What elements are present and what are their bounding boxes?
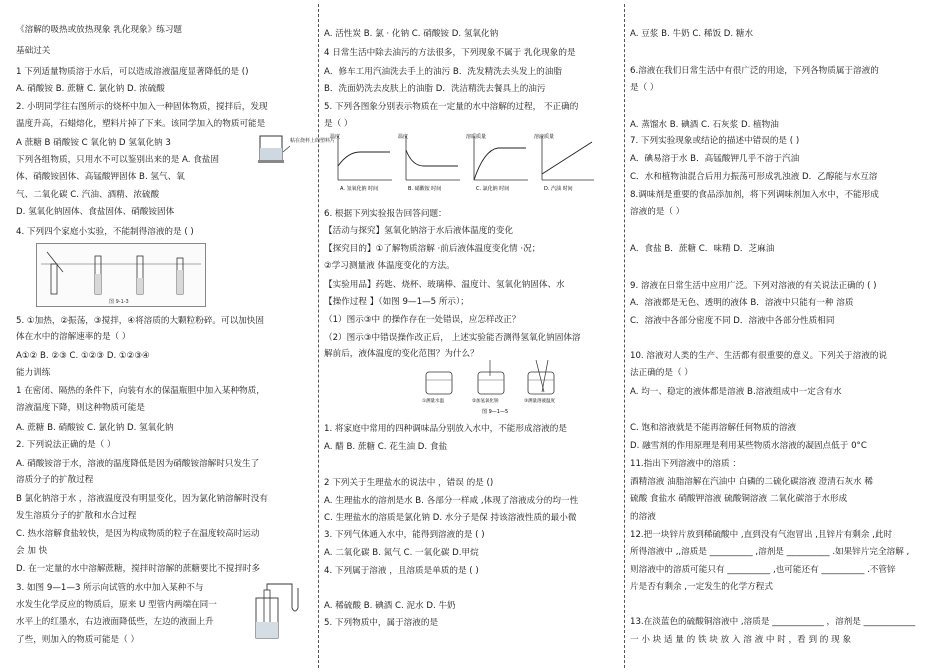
procedure-step-1: ①测量水温 xyxy=(422,399,445,404)
text-line: 1 在密闭、隔热的条件下，向装有水的保温瓶胆中加入某种物质， xyxy=(16,386,265,396)
text-line: A．碘易溶于水 B．高锰酸钾几乎不溶于汽油 xyxy=(630,154,800,164)
text-line: A. 生理盐水的溶剂是水 B. 各部分一样咸 ,体现了溶液成分的均一性 xyxy=(324,496,579,506)
text-line: 《溶解的吸热或放热现象 乳化现象》练习题 xyxy=(16,25,183,35)
text-line: 下列各组物质，只用水不可以鉴别出来的是 A. 食盐固 xyxy=(16,155,219,165)
text-line: 4. 下列四个家庭小实验，不能制得溶液的是 ( ) xyxy=(16,227,194,237)
text-line: 体在水中的溶解速率的是（ ） xyxy=(16,332,131,342)
text-line: 体、硝酸铵固体、高锰酸钾固体 B. 氢气、氧 xyxy=(16,172,185,182)
procedure-step-2: ②加氢氧化钠 xyxy=(472,399,499,404)
text-line: 13.在淡蓝色的硫酸铜溶液中 ,溶质是 ____________ ，溶剂是 ____________ xyxy=(630,617,916,627)
text-line: 【实验用品】药匙、烧杯、玻璃棒、温度计、氢氧化钠固体、水 xyxy=(324,280,565,290)
experiment-caption: 图 9-1-3 xyxy=(109,299,129,305)
graph-b-xlabel: B. 硝酸铵 时间 xyxy=(408,186,442,192)
text-line: A. 稀硫酸 B. 碘酒 C. 泥水 D. 牛奶 xyxy=(324,601,456,611)
text-line: 5. 下列各图象分别表示物质在一定量的水中溶解的过程， 不正确的 xyxy=(324,102,579,112)
text-line: 1. 将家庭中常用的四种调味品分别放入水中，不能形成溶液的是 xyxy=(324,424,567,434)
column-divider xyxy=(318,4,319,668)
text-line: C．溶液中各部分密度不同 D．溶液中各部分性质相同 xyxy=(630,316,835,326)
text-line: 8.调味剂是重要的食品添加剂，将下列调味剂加入水中，不能形成 xyxy=(630,190,879,200)
text-line: A. 活性炭 B. 氯 · 化钠 C. 硝酸铵 D. 氢氧化钠 xyxy=(324,29,499,39)
graph-d-xlabel: D. 汽油 时间 xyxy=(544,186,573,192)
text-line: C．水和植物油混合后用力振荡可形成乳浊液 D．乙醇能与水互溶 xyxy=(630,172,878,182)
beaker-label: 粘在烧杯上的塑料片 xyxy=(290,138,336,144)
text-line: 5. 下列物质中，属于溶液的是 xyxy=(324,618,439,628)
text-line: 法正确的是（ ） xyxy=(630,368,693,378)
text-line: 6. 根据下列实验报告回答问题： xyxy=(324,209,447,219)
text-line: A. 硝酸铵 B. 蔗糖 C. 氯化钠 D. 浓硫酸 xyxy=(16,84,165,94)
graphs-figure xyxy=(330,130,596,194)
text-line: D. 融雪剂的作用原理是利用某些物质水溶液的凝固点低于 0°C xyxy=(630,441,867,451)
u-tube-figure xyxy=(252,578,312,644)
text-line: 的溶液 xyxy=(630,512,656,522)
text-line: C. 生理盐水的溶质是氯化钠 D. 水分子是保 持该溶液性质的最小微 xyxy=(324,513,577,523)
text-line: A. 蒸馏水 B. 碘酒 C. 石灰浆 D. 植物油 xyxy=(630,120,779,130)
text-line: 3. 如图 9—1—3 所示向试管的水中加入某种不与 xyxy=(16,583,204,593)
text-line: 2 下列关于生理盐水的说法中 ，错误 的是 () xyxy=(324,478,494,488)
text-line: 发生溶质分子的扩散和水合过程 xyxy=(16,511,137,521)
text-line: C. 热水溶解食盐较快，是因为构成物质的粒子在温度较高时运动 xyxy=(16,529,260,539)
procedure-step-3: ③测量溶液温度 xyxy=(524,399,556,404)
text-line: 4. 下列属于溶液 ，且溶质是单质的是 ( ) xyxy=(324,566,479,576)
text-line: 7. 下列实验现象或结论的描述中错误的是 ( ) xyxy=(630,136,800,146)
text-line: A. 豆浆 B. 牛奶 C. 稀饭 D. 糖水 xyxy=(630,29,754,39)
text-line: D. 在一定量的水中溶解蔗糖，搅拌时溶解的蔗糖要比不搅拌时多 xyxy=(16,564,261,574)
text-line: 溶质分子的扩散过程 xyxy=(16,475,94,485)
text-line: 是（ ） xyxy=(630,83,659,93)
text-line: C. 饱和溶液就是不能再溶解任何物质的溶液 xyxy=(630,423,797,433)
text-line: A. 醋 B. 蔗糖 C. 花生油 D. 食盐 xyxy=(324,442,448,452)
procedure-caption: 图 9—1—5 xyxy=(482,409,509,415)
text-line: A. 二氧化碳 B. 氮气 C. 一氧化碳 D.甲烷 xyxy=(324,548,479,558)
text-line: 片是否有剩余 ,一定发生的化学方程式 xyxy=(630,582,773,592)
graph-a-xlabel: A. 氢氧化钠 时间 xyxy=(340,186,379,192)
text-line: 解前后，液体温度的变化范围？为什么？ xyxy=(324,349,479,359)
text-line: 是（ ） xyxy=(324,119,353,129)
graph-c-ylabel: 溶质质量 xyxy=(466,134,487,140)
text-line: 2. 小明同学往右图所示的烧杯中加入一种固体物质，搅拌后，发现 xyxy=(16,102,268,112)
text-line: A 蔗糖 B 硝酸铵 C 氧化钠 D 氢氧化钠 3 xyxy=(16,138,171,148)
graphs-drawing xyxy=(330,130,596,194)
graph-c-xlabel: C. 氯化钠 时间 xyxy=(476,186,510,192)
graph-b-ylabel: 温度 xyxy=(398,134,409,140)
text-line: 【活动与探究】氢氧化钠溶于水后液体温度的变化 xyxy=(324,226,514,236)
text-line: B 氯化钠溶于水 ，溶液温度没有明显变化，因为氯化钠溶解时没有 xyxy=(16,494,268,504)
text-line: A．修车工用汽油洗去手上的油污 B．洗发精洗去头发上的油脂 xyxy=(324,67,562,77)
text-line: A．食盐 B．蔗糖 C．味精 D．芝麻油 xyxy=(630,244,775,254)
column-divider xyxy=(624,4,625,668)
column-right xyxy=(630,0,942,672)
text-line: 气、二氧化碳 C. 汽油、酒精、浓硫酸 xyxy=(16,190,160,200)
text-line: 【探究目的】①了解物质溶解 ·前后液体温度变化情 ·况； xyxy=(324,244,541,254)
procedure-figure xyxy=(420,358,580,416)
text-line: A①② B. ②③ C. ①②③ D. ①②③④ xyxy=(16,351,150,361)
text-line: 硫酸 食盐水 硝酸钾溶液 硫酸铜溶液 二氧化碳溶于水形成 xyxy=(630,494,848,504)
text-line: D. 氢氧化钠固体、食盐固体、硝酸铵固体 xyxy=(16,207,175,217)
experiment-drawing xyxy=(37,244,205,306)
experiment-figure xyxy=(36,243,206,307)
text-line: 基础过关 xyxy=(16,46,51,56)
text-line: A. 硝酸铵溶于水，溶液的温度降低是因为硝酸铵溶解时只发生了 xyxy=(16,459,260,469)
text-line: 2. 下列说法正确的是（ ） xyxy=(16,440,116,450)
text-line: 能力训练 xyxy=(16,368,51,378)
text-line: 【操作过程 】（如图 9—1—5 所示）； xyxy=(324,297,469,307)
text-line: 水发生化学反应的物质后，原来 U 型管内两端在同一 xyxy=(16,600,217,610)
text-line: （1）图示③中 的操作存在一处错误，应怎样改正？ xyxy=(324,315,521,325)
text-line: （2）图示③中错误操作改正后， 上述实验能否测得氢氧化钠固体溶 xyxy=(324,333,581,343)
text-line: 水平上的红墨水，右边液面降低些，左边的液面上升 xyxy=(16,617,214,627)
text-line: 6.溶液在我们日常生活中有很广泛的用途，下列各物质属于溶液的 xyxy=(630,66,879,76)
text-line: 一 小 块 适 量 的 铁 块 放 入 溶 液 中 时 ，看 到 的 现 象 xyxy=(630,635,852,645)
text-line: 5. ①加热，②振荡，③搅拌，④将溶质的大颗粒粉碎。可以加快固 xyxy=(16,316,264,326)
procedure-drawing xyxy=(420,358,580,416)
text-line: A. 均一、稳定的液体都是溶液 B.溶液组成中一定含有水 xyxy=(630,387,842,397)
text-line: B．洗面奶洗去皮肤上的油脂 D．洗洁精洗去餐具上的油污 xyxy=(324,84,546,94)
text-line: 11.指出下列溶液中的溶质 ： xyxy=(630,459,741,469)
text-line: 所得溶液中 ,,溶质是 __________ ,溶剂是 __________ .如果锌片完全溶解 , xyxy=(630,547,910,557)
column-left xyxy=(16,0,314,672)
text-line: ②学习测量液 体温度变化的方法。 xyxy=(324,261,455,271)
text-line: 溶液的是（ ） xyxy=(630,207,685,217)
graph-d-ylabel: 溶液质量 xyxy=(534,134,555,140)
text-line: 酒精溶液 油脂溶解在汽油中 白磷的二硫化碳溶液 澄清石灰水 稀 xyxy=(630,477,873,487)
column-middle xyxy=(324,0,620,672)
text-line: 则溶液中的溶质可能只有 __________ ,也可能还有 __________ .不管锌 xyxy=(630,565,896,575)
text-line: 1 下列适量物质溶于水后，可以造成溶液温度显著降低的是 () xyxy=(16,67,249,77)
graph-a-ylabel: 温度 xyxy=(330,134,341,140)
text-line: A. 蔗糖 B. 硝酸铵 C. 氯化钠 D. 氢氧化钠 xyxy=(16,423,174,433)
text-line: 12.把一块锌片放到稀硫酸中 ,直到没有气泡冒出 ,且锌片有剩余 ,此时 xyxy=(630,530,893,540)
text-line: 4 日常生活中除去油污的方法很多，下列现象不属于 乳化现象的是 xyxy=(324,48,576,58)
text-line: 溶液温度下降，则这种物质可能是 xyxy=(16,403,145,413)
text-line: A．溶液都是无色、透明的液体 B．溶液中只能有一种 溶质 xyxy=(630,298,854,308)
text-line: 温度升高，石蜡熔化，塑料片掉了下来。该同学加入的物质可能是 xyxy=(16,119,266,129)
text-line: 9. 溶液在日常生活中应用广泛。下列对溶液的有关说法正确的 ( ) xyxy=(630,281,877,291)
text-line: 3. 下列气体通入水中，能得到溶液的是 ( ) xyxy=(324,530,485,540)
u-tube-drawing xyxy=(252,578,312,644)
text-line: 会 加 快 xyxy=(16,546,48,556)
text-line: 10. 溶液对人类的生产、生活都有很重要的意义。下列关于溶液的说 xyxy=(630,351,888,361)
text-line: 了些，则加入的物质可能是（ ） xyxy=(16,635,140,645)
